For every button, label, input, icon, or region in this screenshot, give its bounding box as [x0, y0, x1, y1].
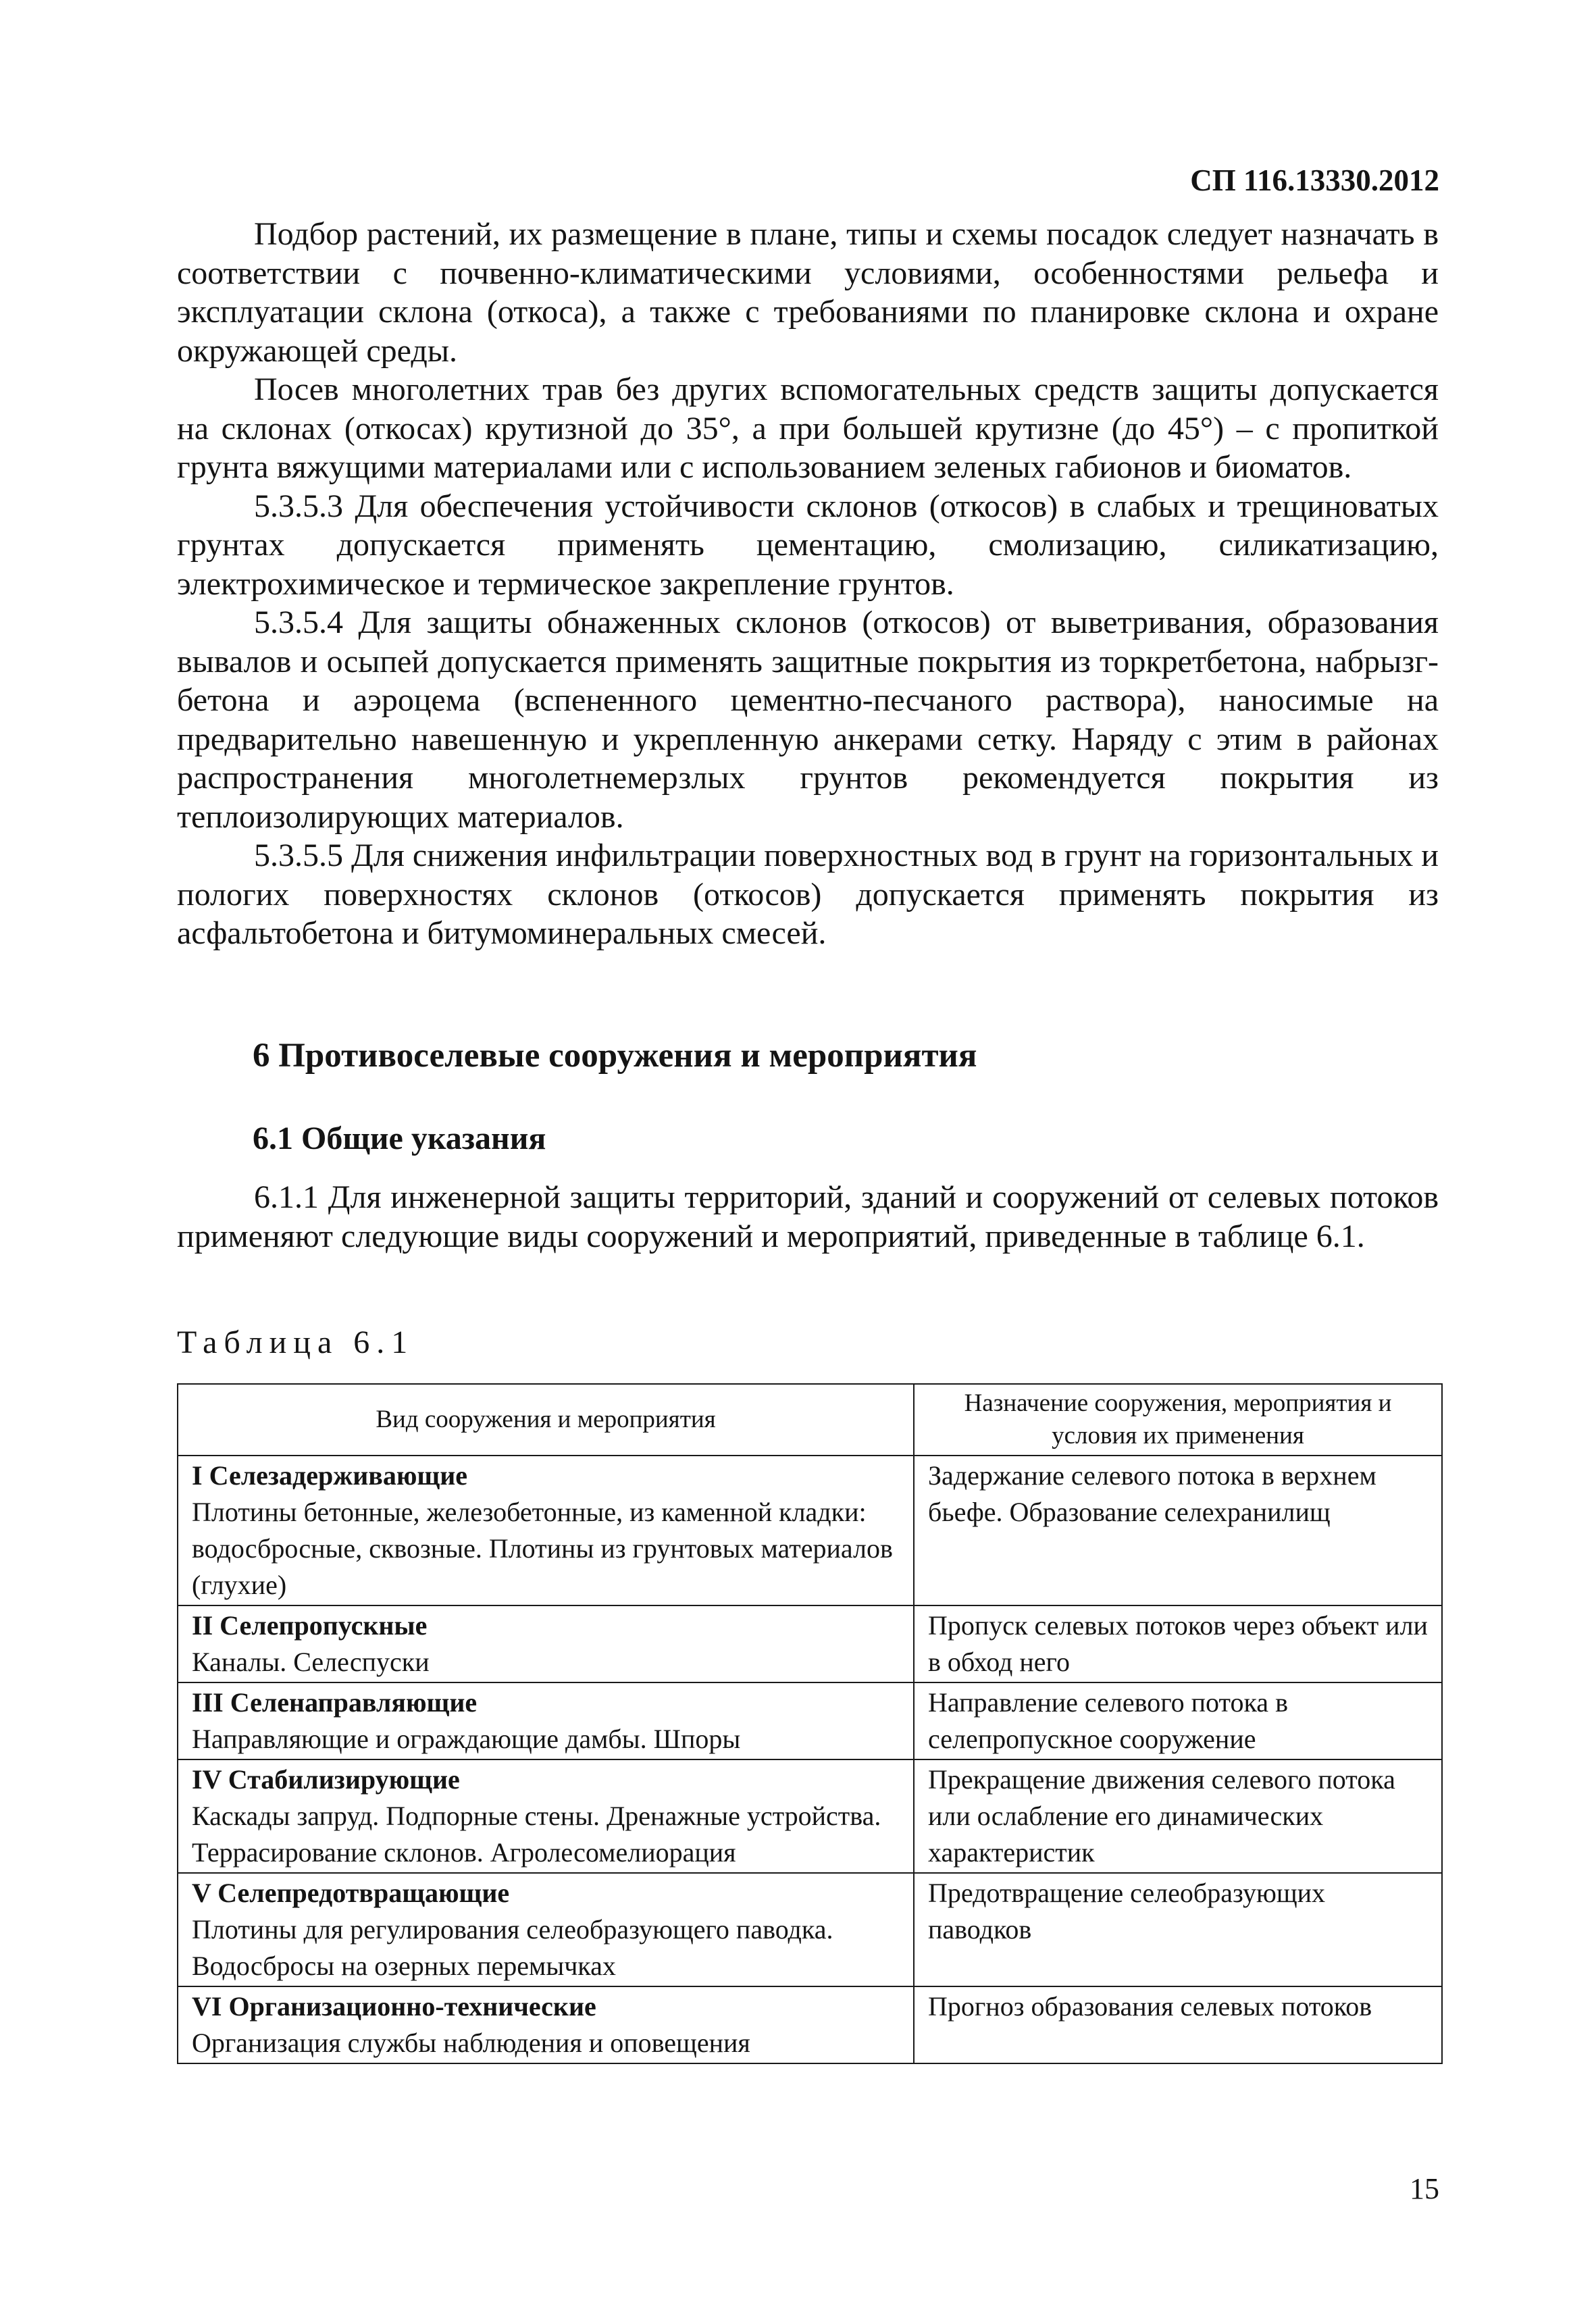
row-items: Плотины бетонные, железобетонные, из каменной кладки: водосбросные, сквозные. Плотины из грунтовых материалов (глухие)	[192, 1497, 893, 1600]
row-title: IV Стабилизирующие	[192, 1764, 460, 1795]
table-cell-type	[178, 1682, 914, 1759]
header-type: Вид сооружения и мероприятия	[178, 1384, 914, 1456]
row-title: VI Организационно-технические	[192, 1991, 596, 2022]
section-paragraph	[177, 1178, 1439, 1256]
table-row	[178, 1682, 1442, 1759]
table-cell-type	[178, 1759, 914, 1873]
table-row	[178, 1605, 1442, 1682]
body-text-top	[177, 215, 1439, 953]
row-title: V Селепредотвращающие	[192, 1878, 510, 1908]
row-title: III Селенаправляющие	[192, 1687, 478, 1718]
document-code: СП 116.13330.2012	[1190, 163, 1439, 197]
paragraph-5-3-5-5: 5.3.5.5 Для снижения инфильтрации поверхностных вод в грунт на горизонтальных и пологих поверхностях склонов (откосов) допускается применять покрытия из асфальтобетона и битумоминеральных смесей.	[177, 838, 1439, 951]
table-row	[178, 1456, 1442, 1605]
table-cell-purpose: Прекращение движения селевого потока или ослабление его динамических характеристик	[914, 1759, 1442, 1873]
table-cell-type	[178, 1873, 914, 1986]
table-caption: Таблица 6.1	[177, 1325, 415, 1360]
table-cell-purpose: Предотвращение селеобразующих паводков	[914, 1873, 1442, 1986]
table-row	[178, 1986, 1442, 2063]
table-cell-type	[178, 1986, 914, 2063]
section-heading: 6 Противоселевые сооружения и мероприятия	[253, 1037, 977, 1075]
table-cell-purpose: Пропуск селевых потоков через объект или в обход него	[914, 1605, 1442, 1682]
row-title: I Селезадерживающие	[192, 1460, 467, 1491]
table-cell-type	[178, 1605, 914, 1682]
row-items: Каналы. Селеспуски	[192, 1647, 430, 1677]
table-cell-purpose: Направление селевого потока в селепропускное сооружение	[914, 1682, 1442, 1759]
row-items: Направляющие и ограждающие дамбы. Шпоры	[192, 1724, 741, 1754]
row-items: Каскады запруд. Подпорные стены. Дренажные устройства. Террасирование склонов. Агролесомелиорация	[192, 1801, 881, 1868]
table-cell-purpose: Задержание селевого потока в верхнем бьефе. Образование селехранилищ	[914, 1456, 1442, 1605]
table-cell-type	[178, 1456, 914, 1605]
table-cell-purpose: Прогноз образования селевых потоков	[914, 1986, 1442, 2063]
subsection-heading: 6.1 Общие указания	[253, 1121, 546, 1156]
paragraph-6-1-1: 6.1.1 Для инженерной защиты территорий, зданий и сооружений от селевых потоков применяют следующие виды сооружений и мероприятий, приведенные в таблице 6.1.	[177, 1179, 1439, 1254]
row-items: Плотины для регулирования селеобразующего паводка. Водосбросы на озерных перемычках	[192, 1914, 833, 1981]
table-header-row	[178, 1384, 1442, 1456]
paragraph-5-3-5-4: 5.3.5.4 Для защиты обнаженных склонов (откосов) от выветривания, образования вывалов и осыпей допускается применять защитные покрытия из торкретбетона, набрызг-бетона и аэроцема (вспененного цементно-песчаного раствора), наносимые на предварительно навешенную и укрепленную анкерами сетку. Наряду с этим в районах распространения многолетнемерзлых грунтов рекомендуется покрытия из теплоизолирующих материалов.	[177, 605, 1439, 835]
paragraph: Посев многолетних трав без других вспомогательных средств защиты допускается на склонах (откосах) крутизной до 35°, а при большей крутизне (до 45°) – с пропиткой грунта вяжущими материалами или с использованием зеленых габионов и биоматов.	[177, 371, 1439, 485]
header-purpose: Назначение сооружения, мероприятия и условия их применения	[914, 1384, 1442, 1456]
measures-table	[177, 1383, 1443, 2064]
paragraph-5-3-5-3: 5.3.5.3 Для обеспечения устойчивости склонов (откосов) в слабых и трещиноватых грунтах допускается применять цементацию, смолизацию, силикатизацию, электрохимическое и термическое закрепление грунтов.	[177, 488, 1439, 602]
table-row	[178, 1759, 1442, 1873]
table-row	[178, 1873, 1442, 1986]
row-title: II Селепропускные	[192, 1610, 428, 1641]
row-items: Организация службы наблюдения и оповещения	[192, 2028, 750, 2058]
page-number: 15	[1410, 2172, 1439, 2205]
paragraph: Подбор растений, их размещение в плане, типы и схемы посадок следует назначать в соответствии с почвенно-климатическими условиями, особенностями рельефа и эксплуатации склона (откоса), а также с требованиями по планировке склона и охране окружающей среды.	[177, 216, 1439, 369]
